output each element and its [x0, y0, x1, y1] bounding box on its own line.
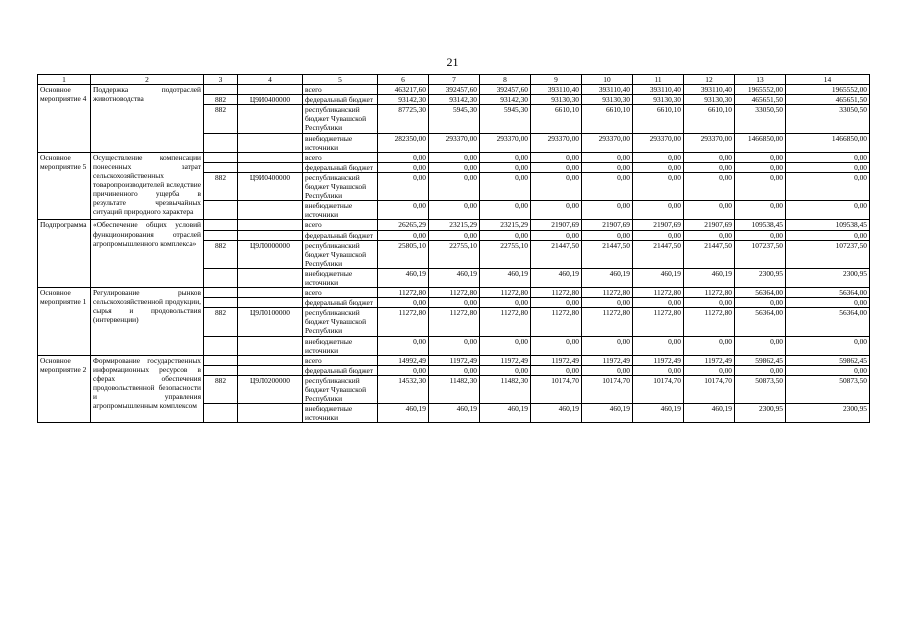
code-cell [238, 133, 303, 152]
header-cell: 5 [303, 75, 378, 85]
source-cell: республиканский бюджет Чувашской Республики [303, 240, 378, 268]
source-cell: внебюджетные источники [303, 268, 378, 287]
value-cell: 0,00 [582, 336, 633, 355]
value-cell: 460,19 [378, 268, 429, 287]
value-cell: 11272,80 [582, 288, 633, 298]
value-cell: 10174,70 [633, 375, 684, 403]
value-cell: 0,00 [582, 162, 633, 172]
value-cell: 293370,00 [582, 133, 633, 152]
value-cell: 11272,80 [378, 288, 429, 298]
value-cell: 56364,00 [735, 288, 786, 298]
value-cell: 2300,95 [735, 404, 786, 423]
section-type: Основное мероприятие 1 [38, 288, 91, 356]
grbs-cell: 882 [204, 375, 238, 403]
budget-table [37, 74, 870, 423]
grbs-cell [204, 355, 238, 365]
value-cell: 460,19 [582, 404, 633, 423]
value-cell: 21447,50 [633, 240, 684, 268]
value-cell: 0,00 [786, 172, 870, 200]
section-description: Формирование государственных информационных ресурсов в сферах обеспечения продовольственной безопасности и управления агропромышленным комплексом [91, 355, 204, 423]
value-cell: 11272,80 [531, 308, 582, 336]
value-cell: 1466850,00 [786, 133, 870, 152]
value-cell: 0,00 [735, 201, 786, 220]
section-description: «Обеспечение общих условий функционирования отраслей агропромышленного комплекса» [91, 220, 204, 288]
value-cell: 0,00 [480, 172, 531, 200]
value-cell: 0,00 [582, 201, 633, 220]
value-cell: 0,00 [633, 172, 684, 200]
value-cell: 0,00 [480, 162, 531, 172]
table-row [38, 220, 870, 230]
header-cell: 10 [582, 75, 633, 85]
value-cell: 393110,40 [582, 85, 633, 95]
value-cell: 0,00 [582, 298, 633, 308]
value-cell: 0,00 [378, 230, 429, 240]
code-cell [238, 152, 303, 162]
value-cell: 56364,00 [786, 308, 870, 336]
value-cell: 0,00 [633, 162, 684, 172]
code-cell [238, 268, 303, 287]
section-type: Основное мероприятие 5 [38, 152, 91, 220]
value-cell: 0,00 [684, 365, 735, 375]
value-cell: 23215,29 [480, 220, 531, 230]
value-cell: 11482,30 [429, 375, 480, 403]
source-cell: республиканский бюджет Чувашской Республики [303, 308, 378, 336]
value-cell: 6610,10 [633, 105, 684, 133]
value-cell: 93130,30 [582, 95, 633, 105]
value-cell: 107237,50 [786, 240, 870, 268]
source-cell: внебюджетные источники [303, 336, 378, 355]
value-cell: 5945,30 [480, 105, 531, 133]
value-cell: 93130,30 [633, 95, 684, 105]
value-cell: 460,19 [633, 268, 684, 287]
value-cell: 393110,40 [684, 85, 735, 95]
source-cell: внебюджетные источники [303, 201, 378, 220]
value-cell: 22755,10 [480, 240, 531, 268]
table-row [38, 152, 870, 162]
value-cell: 0,00 [480, 230, 531, 240]
grbs-cell [204, 85, 238, 95]
value-cell: 11972,49 [582, 355, 633, 365]
value-cell: 23215,29 [429, 220, 480, 230]
value-cell: 293370,00 [480, 133, 531, 152]
value-cell: 11972,49 [684, 355, 735, 365]
source-cell: федеральный бюджет [303, 162, 378, 172]
value-cell: 21907,69 [531, 220, 582, 230]
header-cell: 9 [531, 75, 582, 85]
value-cell: 14532,30 [378, 375, 429, 403]
value-cell: 50873,50 [735, 375, 786, 403]
value-cell: 0,00 [378, 172, 429, 200]
value-cell: 0,00 [582, 172, 633, 200]
value-cell: 2300,95 [735, 268, 786, 287]
value-cell: 293370,00 [429, 133, 480, 152]
value-cell: 6610,10 [582, 105, 633, 133]
value-cell: 460,19 [378, 404, 429, 423]
value-cell: 26265,29 [378, 220, 429, 230]
value-cell: 0,00 [786, 201, 870, 220]
value-cell: 0,00 [786, 162, 870, 172]
value-cell: 392457,60 [429, 85, 480, 95]
value-cell: 33050,50 [735, 105, 786, 133]
value-cell: 460,19 [684, 268, 735, 287]
header-cell: 11 [633, 75, 684, 85]
code-cell: Ц9И0400000 [238, 95, 303, 105]
value-cell: 0,00 [429, 152, 480, 162]
header-cell: 13 [735, 75, 786, 85]
value-cell: 0,00 [735, 162, 786, 172]
grbs-cell [204, 336, 238, 355]
value-cell: 293370,00 [684, 133, 735, 152]
value-cell: 93130,30 [531, 95, 582, 105]
value-cell: 460,19 [633, 404, 684, 423]
value-cell: 107237,50 [735, 240, 786, 268]
value-cell: 11482,30 [480, 375, 531, 403]
table-row [38, 355, 870, 365]
value-cell: 460,19 [480, 404, 531, 423]
value-cell: 393110,40 [531, 85, 582, 95]
value-cell: 6610,10 [531, 105, 582, 133]
value-cell: 0,00 [633, 298, 684, 308]
source-cell: внебюджетные источники [303, 133, 378, 152]
value-cell: 6610,10 [684, 105, 735, 133]
section-type: Основное мероприятие 4 [38, 85, 91, 153]
value-cell: 0,00 [684, 298, 735, 308]
value-cell: 0,00 [684, 201, 735, 220]
code-cell [238, 201, 303, 220]
value-cell: 21907,69 [684, 220, 735, 230]
value-cell: 1965552,00 [735, 85, 786, 95]
header-cell: 3 [204, 75, 238, 85]
value-cell: 21907,69 [633, 220, 684, 230]
value-cell: 10174,70 [582, 375, 633, 403]
value-cell: 0,00 [378, 298, 429, 308]
grbs-cell [204, 201, 238, 220]
source-cell: федеральный бюджет [303, 230, 378, 240]
value-cell: 5945,30 [429, 105, 480, 133]
value-cell: 10174,70 [684, 375, 735, 403]
header-row [38, 75, 870, 85]
value-cell: 0,00 [378, 365, 429, 375]
value-cell: 0,00 [786, 365, 870, 375]
value-cell: 0,00 [633, 152, 684, 162]
value-cell: 0,00 [582, 152, 633, 162]
value-cell: 0,00 [429, 298, 480, 308]
value-cell: 0,00 [735, 336, 786, 355]
value-cell: 293370,00 [531, 133, 582, 152]
code-cell [238, 355, 303, 365]
value-cell: 2300,95 [786, 268, 870, 287]
code-cell [238, 365, 303, 375]
value-cell: 21907,69 [582, 220, 633, 230]
section-type: Основное мероприятие 2 [38, 355, 91, 423]
code-cell [238, 298, 303, 308]
value-cell: 0,00 [633, 336, 684, 355]
value-cell: 0,00 [531, 152, 582, 162]
grbs-cell [204, 365, 238, 375]
value-cell: 393110,40 [633, 85, 684, 95]
source-cell: республиканский бюджет Чувашской Республики [303, 375, 378, 403]
grbs-cell [204, 152, 238, 162]
value-cell: 460,19 [531, 404, 582, 423]
value-cell: 93142,30 [378, 95, 429, 105]
header-cell: 1 [38, 75, 91, 85]
code-cell [238, 162, 303, 172]
value-cell: 0,00 [684, 230, 735, 240]
source-cell: всего [303, 288, 378, 298]
value-cell: 21447,50 [531, 240, 582, 268]
value-cell: 0,00 [480, 152, 531, 162]
value-cell: 56364,00 [786, 288, 870, 298]
grbs-cell: 882 [204, 105, 238, 133]
value-cell: 11272,80 [531, 288, 582, 298]
value-cell: 0,00 [531, 365, 582, 375]
source-cell: всего [303, 220, 378, 230]
table-row [38, 85, 870, 95]
value-cell: 59862,45 [786, 355, 870, 365]
grbs-cell: 882 [204, 308, 238, 336]
section-type: Подпрограмма [38, 220, 91, 288]
header-cell: 8 [480, 75, 531, 85]
value-cell: 11272,80 [684, 288, 735, 298]
source-cell: всего [303, 152, 378, 162]
value-cell: 0,00 [531, 162, 582, 172]
value-cell: 0,00 [378, 201, 429, 220]
value-cell: 2300,95 [786, 404, 870, 423]
code-cell [238, 230, 303, 240]
value-cell: 1466850,00 [735, 133, 786, 152]
value-cell: 460,19 [684, 404, 735, 423]
value-cell: 10174,70 [531, 375, 582, 403]
header-cell: 12 [684, 75, 735, 85]
value-cell: 0,00 [684, 162, 735, 172]
grbs-cell: 882 [204, 95, 238, 105]
value-cell: 460,19 [582, 268, 633, 287]
section-description: Поддержка подотраслей животноводства [91, 85, 204, 153]
value-cell: 282350,00 [378, 133, 429, 152]
value-cell: 0,00 [786, 336, 870, 355]
value-cell: 93142,30 [429, 95, 480, 105]
value-cell: 11272,80 [633, 288, 684, 298]
value-cell: 0,00 [786, 152, 870, 162]
value-cell: 460,19 [429, 268, 480, 287]
value-cell: 59862,45 [735, 355, 786, 365]
value-cell: 0,00 [531, 201, 582, 220]
value-cell: 465651,50 [735, 95, 786, 105]
value-cell: 21447,50 [684, 240, 735, 268]
value-cell: 21447,50 [582, 240, 633, 268]
value-cell: 33050,50 [786, 105, 870, 133]
value-cell: 11272,80 [480, 288, 531, 298]
code-cell: Ц9И0400000 [238, 172, 303, 200]
value-cell: 11972,49 [429, 355, 480, 365]
value-cell: 0,00 [633, 365, 684, 375]
value-cell: 0,00 [735, 230, 786, 240]
value-cell: 1965552,00 [786, 85, 870, 95]
value-cell: 392457,60 [480, 85, 531, 95]
value-cell: 11272,80 [684, 308, 735, 336]
value-cell: 0,00 [684, 172, 735, 200]
value-cell: 0,00 [786, 298, 870, 308]
code-cell [238, 220, 303, 230]
value-cell: 22755,10 [429, 240, 480, 268]
value-cell: 93130,30 [684, 95, 735, 105]
value-cell: 0,00 [429, 336, 480, 355]
value-cell: 0,00 [684, 152, 735, 162]
value-cell: 11972,49 [531, 355, 582, 365]
value-cell: 0,00 [633, 201, 684, 220]
value-cell: 0,00 [582, 365, 633, 375]
value-cell: 0,00 [531, 298, 582, 308]
value-cell: 11272,80 [582, 308, 633, 336]
value-cell: 293370,00 [633, 133, 684, 152]
value-cell: 0,00 [429, 230, 480, 240]
value-cell: 11272,80 [429, 288, 480, 298]
grbs-cell [204, 298, 238, 308]
value-cell: 0,00 [735, 298, 786, 308]
value-cell: 56364,00 [735, 308, 786, 336]
value-cell: 0,00 [735, 152, 786, 162]
value-cell: 460,19 [429, 404, 480, 423]
value-cell: 460,19 [480, 268, 531, 287]
value-cell: 11972,49 [480, 355, 531, 365]
header-cell: 6 [378, 75, 429, 85]
value-cell: 463217,60 [378, 85, 429, 95]
value-cell: 11272,80 [633, 308, 684, 336]
code-cell: Ц9Л0200000 [238, 375, 303, 403]
grbs-cell [204, 288, 238, 298]
code-cell: Ц9Л0100000 [238, 308, 303, 336]
section-description: Осуществление компенсации понесенных затрат сельскохозяйственных товаропроизводителей вследствие причиненного ущерба в результате чрезвычайных ситуаций природного характера [91, 152, 204, 220]
value-cell: 0,00 [531, 230, 582, 240]
value-cell: 11972,49 [633, 355, 684, 365]
value-cell: 0,00 [582, 230, 633, 240]
value-cell: 0,00 [378, 162, 429, 172]
grbs-cell [204, 230, 238, 240]
value-cell: 0,00 [480, 298, 531, 308]
grbs-cell [204, 404, 238, 423]
grbs-cell: 882 [204, 172, 238, 200]
value-cell: 0,00 [429, 201, 480, 220]
source-cell: всего [303, 355, 378, 365]
source-cell: внебюджетные источники [303, 404, 378, 423]
page-number: 21 [446, 55, 459, 69]
value-cell: 0,00 [378, 336, 429, 355]
value-cell: 11272,80 [480, 308, 531, 336]
value-cell: 0,00 [480, 365, 531, 375]
code-cell [238, 105, 303, 133]
value-cell: 14992,49 [378, 355, 429, 365]
value-cell: 109538,45 [786, 220, 870, 230]
code-cell: Ц9Л0000000 [238, 240, 303, 268]
header-cell: 14 [786, 75, 870, 85]
value-cell: 25805,10 [378, 240, 429, 268]
grbs-cell [204, 268, 238, 287]
header-cell: 4 [238, 75, 303, 85]
value-cell: 465651,50 [786, 95, 870, 105]
value-cell: 0,00 [531, 172, 582, 200]
value-cell: 0,00 [735, 172, 786, 200]
value-cell: 50873,50 [786, 375, 870, 403]
grbs-cell [204, 133, 238, 152]
value-cell: 0,00 [786, 230, 870, 240]
code-cell [238, 288, 303, 298]
source-cell: республиканский бюджет Чувашской Республики [303, 172, 378, 200]
code-cell [238, 85, 303, 95]
value-cell: 93142,30 [480, 95, 531, 105]
value-cell: 0,00 [735, 365, 786, 375]
value-cell: 0,00 [633, 230, 684, 240]
source-cell: федеральный бюджет [303, 95, 378, 105]
value-cell: 460,19 [531, 268, 582, 287]
value-cell: 0,00 [378, 152, 429, 162]
value-cell: 11272,80 [429, 308, 480, 336]
value-cell: 109538,45 [735, 220, 786, 230]
source-cell: всего [303, 85, 378, 95]
value-cell: 87725,30 [378, 105, 429, 133]
header-cell: 2 [91, 75, 204, 85]
header-cell: 7 [429, 75, 480, 85]
grbs-cell [204, 220, 238, 230]
source-cell: республиканский бюджет Чувашской Республики [303, 105, 378, 133]
value-cell: 0,00 [684, 336, 735, 355]
section-description: Регулирование рынков сельскохозяйственной продукции, сырья и продовольствия (интервенции) [91, 288, 204, 356]
value-cell: 0,00 [531, 336, 582, 355]
value-cell: 0,00 [429, 172, 480, 200]
grbs-cell [204, 162, 238, 172]
value-cell: 0,00 [429, 162, 480, 172]
code-cell [238, 336, 303, 355]
value-cell: 0,00 [480, 201, 531, 220]
value-cell: 0,00 [480, 336, 531, 355]
value-cell: 11272,80 [378, 308, 429, 336]
grbs-cell: 882 [204, 240, 238, 268]
value-cell: 0,00 [429, 365, 480, 375]
source-cell: федеральный бюджет [303, 298, 378, 308]
source-cell: федеральный бюджет [303, 365, 378, 375]
code-cell [238, 404, 303, 423]
table-row [38, 288, 870, 298]
